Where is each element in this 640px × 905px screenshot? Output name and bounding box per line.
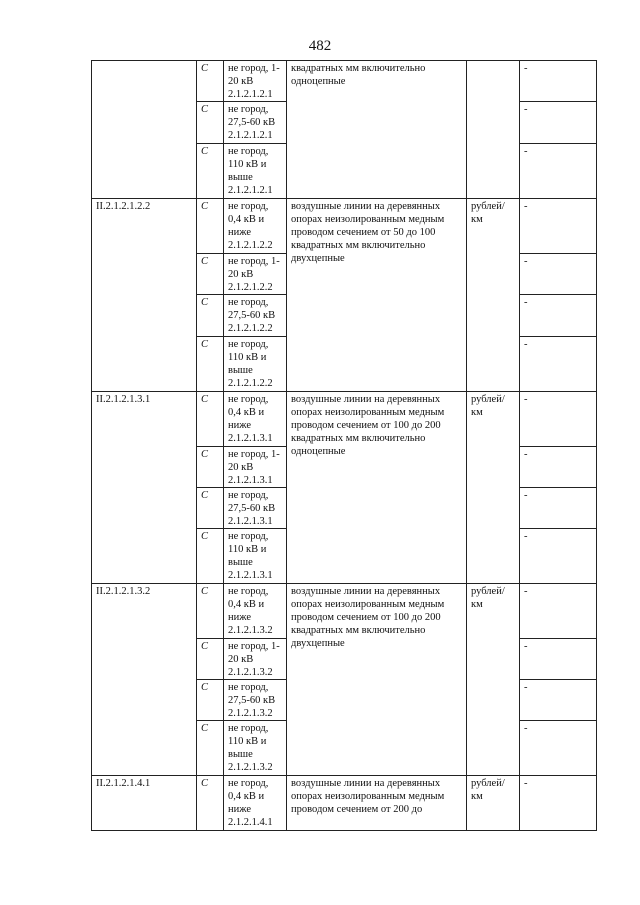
row-letter-cell: С [197, 102, 224, 144]
row-value-cell: - [520, 721, 597, 776]
row-value-cell: - [520, 584, 597, 639]
row-unit-cell [467, 61, 520, 199]
table-row [92, 584, 597, 639]
row-letter-cell: С [197, 639, 224, 680]
row-parameter-cell: не город, 1-20 кВ 2.1.2.1.2.2 [224, 254, 287, 295]
row-value-cell: - [520, 639, 597, 680]
row-letter-cell: С [197, 584, 224, 639]
row-letter-cell: С [197, 529, 224, 584]
row-parameter-cell: не город, 110 кВ и выше 2.1.2.1.2.2 [224, 337, 287, 392]
row-parameter-cell: не город, 0,4 кВ и ниже 2.1.2.1.3.1 [224, 392, 287, 447]
row-description-cell: воздушные линии на деревянных опорах неизолированным медным проводом сечением от 100 до 200 квадратных мм включительно двухцепные [287, 584, 467, 776]
row-unit-cell: рублей/ км [467, 392, 520, 584]
row-code-cell: II.2.1.2.1.2.2 [92, 199, 197, 392]
row-value-cell: - [520, 392, 597, 447]
row-parameter-cell: не город, 1-20 кВ 2.1.2.1.2.1 [224, 61, 287, 102]
row-letter-cell: С [197, 392, 224, 447]
row-unit-cell: рублей/ км [467, 584, 520, 776]
row-description-cell: воздушные линии на деревянных опорах неизолированным медным проводом сечением от 50 до 100 квадратных мм включительно двухцепные [287, 199, 467, 392]
row-letter-cell: С [197, 680, 224, 721]
row-value-cell: - [520, 61, 597, 102]
row-description-cell: квадратных мм включительно одноцепные [287, 61, 467, 199]
row-letter-cell: С [197, 721, 224, 776]
row-description-cell: воздушные линии на деревянных опорах неизолированным медным проводом сечением от 200 до [287, 776, 467, 831]
row-parameter-cell: не город, 1-20 кВ 2.1.2.1.3.2 [224, 639, 287, 680]
row-code-cell: II.2.1.2.1.3.2 [92, 584, 197, 776]
row-parameter-cell: не город, 27,5-60 кВ 2.1.2.1.2.2 [224, 295, 287, 337]
row-code-cell [92, 61, 197, 199]
row-value-cell: - [520, 776, 597, 831]
row-letter-cell: С [197, 199, 224, 254]
row-parameter-cell: не город, 27,5-60 кВ 2.1.2.1.2.1 [224, 102, 287, 144]
row-letter-cell: С [197, 488, 224, 529]
row-letter-cell: С [197, 447, 224, 488]
row-parameter-cell: не город, 1-20 кВ 2.1.2.1.3.1 [224, 447, 287, 488]
row-parameter-cell: не город, 27,5-60 кВ 2.1.2.1.3.2 [224, 680, 287, 721]
tariff-table-body [92, 61, 597, 831]
row-letter-cell: С [197, 144, 224, 199]
row-value-cell: - [520, 199, 597, 254]
table-row [92, 61, 597, 102]
row-parameter-cell: не город, 0,4 кВ и ниже 2.1.2.1.3.2 [224, 584, 287, 639]
row-parameter-cell: не город, 0,4 кВ и ниже 2.1.2.1.2.2 [224, 199, 287, 254]
row-value-cell: - [520, 488, 597, 529]
row-value-cell: - [520, 254, 597, 295]
table-row [92, 776, 597, 831]
row-value-cell: - [520, 447, 597, 488]
row-parameter-cell: не город, 27,5-60 кВ 2.1.2.1.3.1 [224, 488, 287, 529]
row-parameter-cell: не город, 0,4 кВ и ниже 2.1.2.1.4.1 [224, 776, 287, 831]
tariff-table [91, 60, 597, 831]
row-code-cell: II.2.1.2.1.4.1 [92, 776, 197, 831]
row-value-cell: - [520, 295, 597, 337]
row-letter-cell: С [197, 295, 224, 337]
page-number: 482 [308, 38, 332, 54]
row-letter-cell: С [197, 254, 224, 295]
row-value-cell: - [520, 144, 597, 199]
table-row [92, 199, 597, 254]
row-parameter-cell: не город, 110 кВ и выше 2.1.2.1.3.2 [224, 721, 287, 776]
row-description-cell: воздушные линии на деревянных опорах неизолированным медным проводом сечением от 100 до 200 квадратных мм включительно одноцепные [287, 392, 467, 584]
row-letter-cell: С [197, 61, 224, 102]
row-code-cell: II.2.1.2.1.3.1 [92, 392, 197, 584]
row-unit-cell: рублей/ км [467, 776, 520, 831]
row-parameter-cell: не город, 110 кВ и выше 2.1.2.1.3.1 [224, 529, 287, 584]
row-unit-cell: рублей/ км [467, 199, 520, 392]
row-value-cell: - [520, 337, 597, 392]
row-letter-cell: С [197, 337, 224, 392]
row-parameter-cell: не город, 110 кВ и выше 2.1.2.1.2.1 [224, 144, 287, 199]
row-value-cell: - [520, 102, 597, 144]
row-letter-cell: С [197, 776, 224, 831]
row-value-cell: - [520, 529, 597, 584]
row-value-cell: - [520, 680, 597, 721]
table-row [92, 392, 597, 447]
